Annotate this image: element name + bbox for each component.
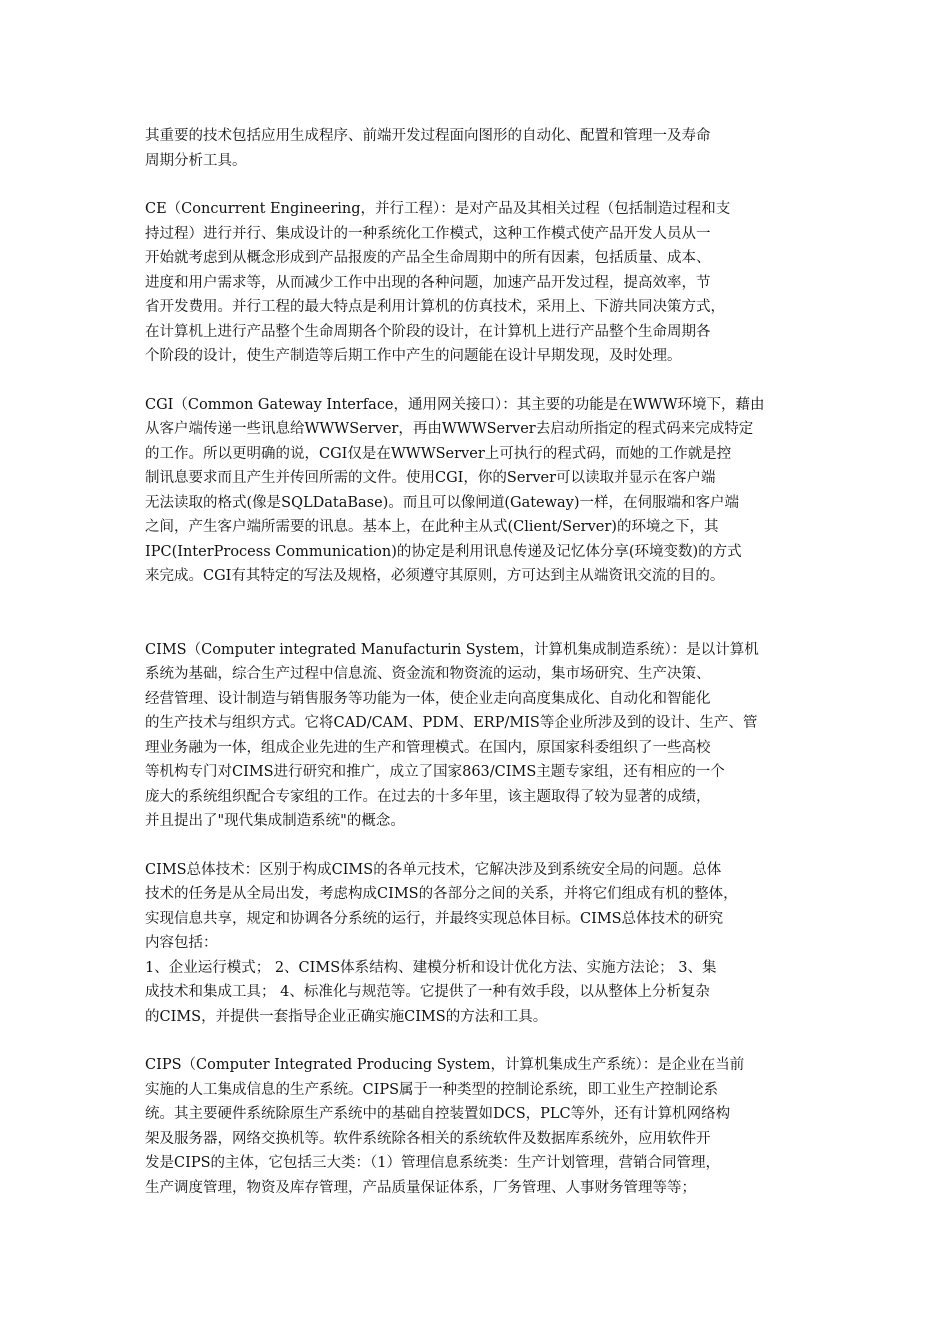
paragraph-cips [145,1053,810,1200]
paragraph-spacer [145,173,810,197]
text-line: CE（Concurrent Engineering，并行工程）：是对产品及其相关过程（包括制造过程和支 [145,201,731,217]
text-line: 周期分析工具。 [145,152,247,169]
text-line: IPC(InterProcess Communication)的协定是利用讯息传递及记忆体分享(环境变数)的方式 [145,543,742,560]
text-line: 制讯息要求而且产生并传回所需的文件。使用CGI，你的Server可以读取并显示在客户端 [145,470,716,486]
text-line: 其重要的技术包括应用生成程序、前端开发过程面向图形的自动化、配置和管理一及寿命 [145,128,711,144]
text-line: 从客户端传递一些讯息给WWWServer，再由WWWServer去启动所指定的程式码来完成特定 [145,421,754,437]
paragraph-spacer [145,1029,810,1053]
text-line: 理业务融为一体，组成企业先进的生产和管理模式。在国内，原国家科委组织了一些高校 [145,739,711,756]
paragraph-ce [145,197,810,369]
text-line: 生产调度管理，物资及库存管理，产品质量保证体系，厂务管理、人事财务管理等等； [145,1179,696,1196]
text-line: 1、企业运行模式； 2、CIMS体系结构、建模分析和设计优化方法、实施方法论； 3、集 [145,959,717,976]
text-line: 内容包括： [145,935,218,951]
text-line: 开始就考虑到从概念形成到产品报废的产品全生命周期中的所有因素，包括质量、成本、 [145,250,711,266]
text-line: 统。其主要硬件系统除原生产系统中的基础自控装置如DCS，PLC等外，还有计算机网络构 [145,1106,731,1122]
text-line: 个阶段的设计，使生产制造等后期工作中产生的问题能在设计早期发现，及时处理。 [145,348,682,364]
text-line: 等机构专门对CIMS进行研究和推广，成立了国家863/CIMS主题专家组，还有相应的一个 [145,764,725,780]
text-line: CIMS总体技术：区别于构成CIMS的各单元技术，它解决涉及到系统安全局的问题。总体 [145,861,722,878]
text-line: 庞大的系统组织配合专家组的工作。在过去的十多年里，该主题取得了较为显著的成绩， [145,788,711,805]
text-line: 架及服务器，网络交换机等。软件系统除各相关的系统软件及数据库系统外，应用软件开 [145,1130,711,1147]
text-line: 技术的任务是从全局出发，考虑构成CIMS的各部分之间的关系，并将它们组成有机的整体， [145,886,738,902]
text-line: 的生产技术与组织方式。它将CAD/CAM、PDM、ERP/MIS等企业所涉及到的设计、生产、管 [145,715,758,731]
paragraph-cims [145,638,810,834]
document-body [145,124,810,1200]
text-line: 成技术和集成工具； 4、标准化与规范等。它提供了一种有效手段，以从整体上分析复杂 [145,984,710,1000]
paragraph-cims-overall [145,858,810,1030]
text-line: 实现信息共享，规定和协调各分系统的运行，并最终实现总体目标。CIMS总体技术的研究 [145,910,724,927]
text-line: CGI（Common Gateway Interface，通用网关接口）：其主要的功能是在WWW环境下，藉由 [145,396,765,413]
text-line: 的CIMS，并提供一套指导企业正确实施CIMS的方法和工具。 [145,1008,548,1025]
text-line: 发是CIPS的主体，它包括三大类：（1）管理信息系统类：生产计划管理，营销合同管理， [145,1155,720,1171]
paragraph-spacer [145,834,810,858]
text-line: 的工作。所以更明确的说，CGI仅是在WWWServer上可执行的程式码，而她的工作就是控 [145,445,732,462]
text-line: 持过程）进行并行、集成设计的一种系统化工作模式，这种工作模式使产品开发人员从一 [145,225,711,242]
text-line: 实施的人工集成信息的生产系统。CIPS属于一种类型的控制论系统，即工业生产控制论系 [145,1081,719,1098]
paragraph-spacer [145,589,810,638]
text-line: 无法读取的格式(像是SQLDataBase)。而且可以像闸道(Gateway)一样，在伺服端和客户端 [145,494,740,511]
text-line: CIPS（Computer Integrated Producing System，计算机集成生产系统）：是企业在当前 [145,1057,745,1073]
paragraph-intro [145,124,810,173]
text-line: 进度和用户需求等，从而减少工作中出现的各种问题，加速产品开发过程，提高效率，节 [145,274,711,291]
text-line: 来完成。CGI有其特定的写法及规格，必须遵守其原则，方可达到主从端资讯交流的目的。 [145,568,725,584]
paragraph-spacer [145,369,810,393]
text-line: 在计算机上进行产品整个生命周期各个阶段的设计，在计算机上进行产品整个生命周期各 [145,323,711,340]
text-line: CIMS（Computer integrated Manufacturin System，计算机集成制造系统）：是以计算机 [145,641,759,658]
text-line: 系统为基础，综合生产过程中信息流、资金流和物资流的运动，集市场研究、生产决策、 [145,666,711,682]
text-line: 并且提出了"现代集成制造系统"的概念。 [145,813,405,829]
text-line: 省开发费用。并行工程的最大特点是利用计算机的仿真技术，采用上、下游共同决策方式， [145,299,725,315]
text-line: 经营管理、设计制造与销售服务等功能为一体，使企业走向高度集成化、自动化和智能化 [145,690,711,707]
text-line: 之间，产生客户端所需要的讯息。基本上，在此种主从式(Client/Server)的环境之下，其 [145,519,719,535]
paragraph-cgi [145,393,810,589]
